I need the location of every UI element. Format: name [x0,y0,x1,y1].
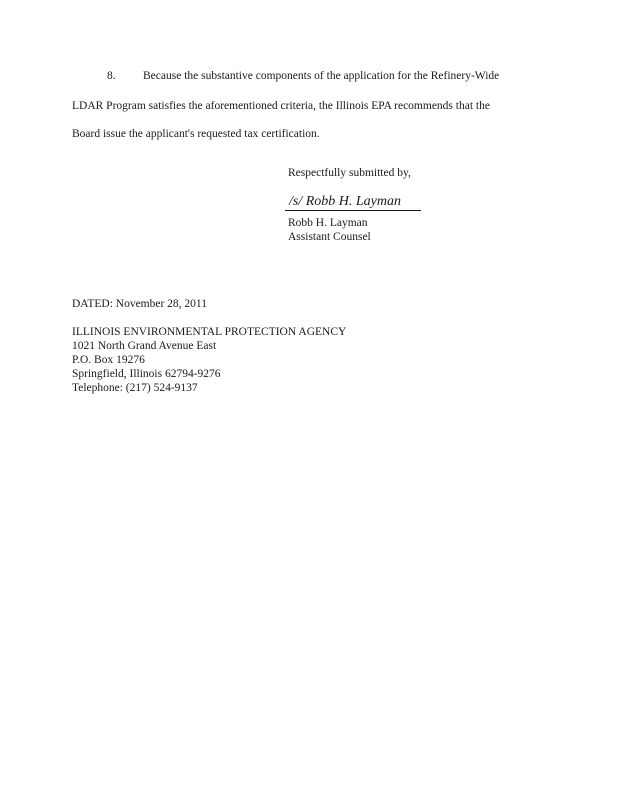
paragraph-line-2: LDAR Program satisfies the aforementioned criteria, the Illinois EPA recommends that the [72,100,490,112]
address-line-2: P.O. Box 19276 [72,354,145,366]
paragraph-line-1: Because the substantive components of the application for the Refinery-Wide [143,70,500,82]
handwritten-signature: /s/ Robb H. Layman [289,194,401,209]
paragraph-number: 8. [107,70,116,82]
dated-line: DATED: November 28, 2011 [72,298,207,310]
address-line-3: Springfield, Illinois 62794-9276 [72,368,221,380]
signer-title: Assistant Counsel [288,231,371,243]
closing-line: Respectfully submitted by, [288,167,411,179]
signer-name: Robb H. Layman [288,217,368,229]
telephone-line: Telephone: (217) 524-9137 [72,382,198,394]
signature-block [285,193,421,213]
address-line-1: 1021 North Grand Avenue East [72,340,217,352]
agency-name: ILLINOIS ENVIRONMENTAL PROTECTION AGENCY [72,326,347,338]
paragraph-line-3: Board issue the applicant's requested tax certification. [72,128,320,140]
